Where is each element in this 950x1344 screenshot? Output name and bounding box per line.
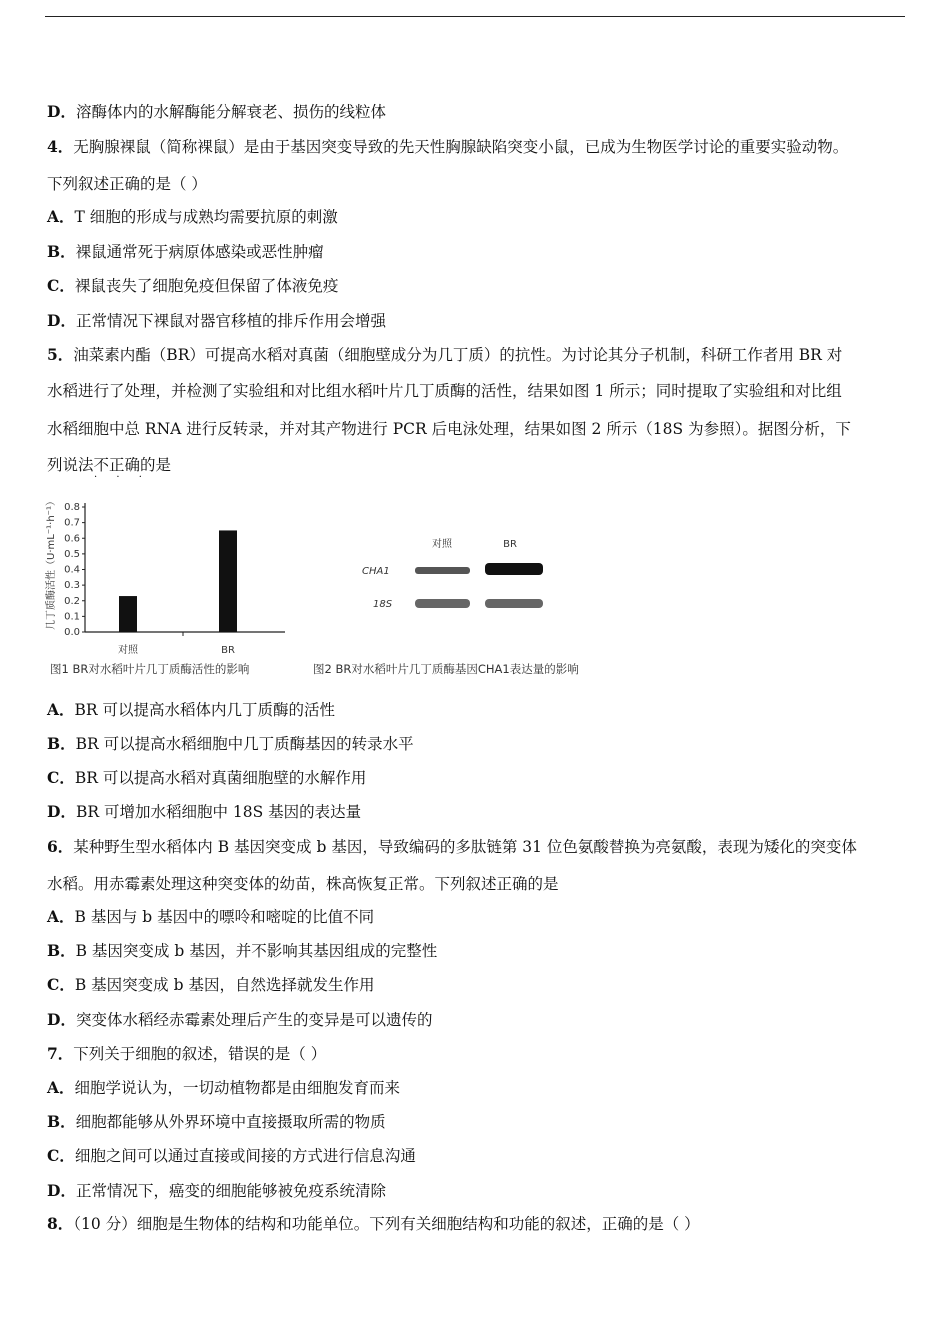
- item-text: BR 可以提高水稻细胞中几丁质酶基因的转录水平: [75, 735, 414, 753]
- item-prefix: A．: [47, 207, 75, 226]
- gel-band-18s-control: [415, 599, 470, 608]
- text-line: [47, 242, 324, 262]
- text-line: [47, 700, 335, 720]
- text-line: [47, 207, 338, 227]
- text-line: [47, 174, 207, 194]
- figure1-y-tick-label: 0.8: [64, 502, 80, 513]
- item-prefix: B．: [47, 1112, 76, 1131]
- item-prefix: C．: [47, 1146, 75, 1165]
- item-text: 正常情况下，癌变的细胞能够被免疫系统清除: [75, 1182, 386, 1200]
- item-prefix: C．: [47, 768, 75, 787]
- text-line: [47, 381, 842, 401]
- text-line: [47, 1078, 400, 1098]
- gel-row-label-cha1: CHA1: [362, 566, 390, 577]
- text-line: [47, 802, 361, 822]
- text-line: [47, 311, 386, 331]
- item-prefix: B．: [47, 734, 76, 753]
- figure-area: [45, 483, 645, 683]
- item-text: 裸鼠丧失了细胞免疫但保留了体液免疫: [74, 277, 339, 295]
- text-line: [47, 1044, 326, 1064]
- figure1-x-tick-label: BR: [221, 645, 235, 656]
- figure1-y-tick-label: 0.1: [64, 611, 80, 623]
- figure1-y-tick-label: 0.0: [64, 627, 80, 638]
- item-text: 细胞学说认为，一切动植物都是由细胞发育而来: [74, 1079, 401, 1097]
- text-line: [47, 1214, 700, 1234]
- item-text: BR 可以提高水稻体内几丁质酶的活性: [74, 701, 336, 719]
- item-text: 裸鼠通常死于病原体感染或恶性肿瘤: [75, 243, 324, 261]
- item-text: B 基因突变成 b 基因，并不影响其基因组成的完整性: [75, 942, 438, 960]
- text-line: [47, 419, 851, 439]
- item-text: B 基因与 b 基因中的嘌呤和嘧啶的比值不同: [74, 908, 375, 926]
- item-prefix: A．: [47, 700, 75, 719]
- text-line: [47, 1010, 432, 1030]
- item-text: （10 分）细胞是生物体的结构和功能单位。下列有关细胞结构和功能的叙述，正确的是（ ）: [73, 1215, 700, 1233]
- header-rule: [45, 16, 905, 17]
- item-text: 油菜素内酯（BR）可提高水稻对真菌（细胞壁成分为几丁质）的抗性。为讨论其分子机制，科研工作者用 BR 对: [73, 346, 843, 364]
- figure2-gel: [313, 537, 579, 676]
- figure1-chart: [45, 496, 285, 676]
- item-text: B 基因突变成 b 基因，自然选择就发生作用: [74, 976, 375, 994]
- figure1-caption: 图1 BR对水稻叶片几丁质酶活性的影响: [50, 662, 250, 676]
- text-line: [47, 1146, 416, 1166]
- figure1-bar: [219, 530, 237, 632]
- text-line: [47, 102, 386, 122]
- item-prefix: 7．: [47, 1044, 74, 1063]
- item-text: 突变体水稻经赤霉素处理后产生的变异是可以遗传的: [75, 1011, 433, 1029]
- item-text: 列说法不正确的是: [47, 456, 172, 474]
- item-text: 无胸腺裸鼠（简称裸鼠）是由于基因突变导致的先天性胸腺缺陷突变小鼠，已成为生物医学讨论的重要实验动物。: [73, 138, 849, 156]
- item-prefix: D．: [47, 1181, 76, 1200]
- item-text: 水稻。用赤霉素处理这种突变体的幼苗，株高恢复正常。下列叙述正确的是: [47, 875, 559, 893]
- figure1-bar: [119, 596, 137, 632]
- text-line: [47, 941, 437, 961]
- item-text: 正常情况下裸鼠对器官移植的排斥作用会增强: [75, 312, 386, 330]
- text-line: [47, 975, 374, 995]
- item-text: 细胞都能够从外界环境中直接摄取所需的物质: [75, 1113, 386, 1131]
- item-prefix: B．: [47, 941, 76, 960]
- gel-row-label-18s: 18S: [373, 599, 393, 610]
- figure2-caption: 图2 BR对水稻叶片几丁质酶基因CHA1表达量的影响: [313, 662, 579, 676]
- item-prefix: A．: [47, 1078, 75, 1097]
- text-line: [47, 874, 559, 894]
- text-line: [47, 1181, 386, 1201]
- item-prefix: D．: [47, 311, 76, 330]
- item-text: 细胞之间可以通过直接或间接的方式进行信息沟通: [74, 1147, 416, 1165]
- gel-lane-label-control: 对照: [432, 539, 452, 550]
- gel-lane-label-br: BR: [503, 539, 517, 550]
- item-prefix: 8．: [47, 1214, 74, 1233]
- item-prefix: C．: [47, 276, 75, 295]
- text-line: [47, 1112, 386, 1132]
- gel-band-18s-br: [485, 599, 543, 608]
- figure1-y-tick-label: 0.5: [64, 548, 80, 560]
- figure1-y-tick-label: 0.4: [64, 564, 80, 576]
- text-line: [47, 768, 366, 788]
- text-line: [47, 734, 414, 754]
- text-line: [47, 837, 857, 857]
- figure1-y-tick-label: 0.3: [64, 580, 80, 592]
- item-prefix: D．: [47, 102, 76, 121]
- text-line: [47, 276, 338, 296]
- item-text: 下列叙述正确的是（ ）: [47, 175, 207, 193]
- item-text: 水稻进行了处理，并检测了实验组和对比组水稻叶片几丁质酶的活性，结果如图 1 所示；同时提取了实验组和对比组: [47, 382, 842, 400]
- item-prefix: B．: [47, 242, 76, 261]
- item-prefix: D．: [47, 802, 76, 821]
- item-prefix: C．: [47, 975, 75, 994]
- item-prefix: 4．: [47, 137, 74, 156]
- item-text: 某种野生型水稻体内 B 基因突变成 b 基因，导致编码的多肽链第 31 位色氨酸替换为亮氨酸，表现为矮化的突变体: [73, 838, 857, 856]
- item-prefix: D．: [47, 1010, 76, 1029]
- figure1-x-tick-label: 对照: [118, 645, 138, 656]
- item-prefix: A．: [47, 907, 75, 926]
- text-line: [47, 137, 848, 157]
- item-text: 下列关于细胞的叙述，错误的是（ ）: [73, 1045, 327, 1063]
- item-text: 水稻细胞中总 RNA 进行反转录，并对其产物进行 PCR 后电泳处理，结果如图 2 所示（18S 为参照）。据图分析，下: [47, 420, 851, 438]
- item-prefix: 5．: [47, 345, 74, 364]
- text-line: [47, 907, 374, 927]
- figure1-y-tick-label: 0.7: [64, 517, 80, 529]
- item-prefix: 6．: [47, 837, 74, 856]
- figure1-y-tick-label: 0.6: [64, 533, 80, 545]
- gel-band-cha1-br: [485, 563, 543, 575]
- figure1-y-tick-label: 0.2: [64, 595, 80, 607]
- item-text: BR 可增加水稻细胞中 18S 基因的表达量: [75, 803, 362, 821]
- gel-band-cha1-control: [415, 567, 470, 574]
- figure1-ylabel: 几丁质酶活性（U·mL⁻¹·h⁻¹）: [46, 496, 57, 630]
- item-text: T 细胞的形成与成熟均需要抗原的刺激: [74, 208, 338, 226]
- emphasis-dots: · · ·: [94, 472, 150, 483]
- item-text: BR 可以提高水稻对真菌细胞壁的水解作用: [74, 769, 367, 787]
- text-line: [47, 345, 842, 365]
- figure1-axes: [64, 502, 285, 638]
- item-text: 溶酶体内的水解酶能分解衰老、损伤的线粒体: [75, 103, 386, 121]
- figure1-bars: [118, 530, 237, 656]
